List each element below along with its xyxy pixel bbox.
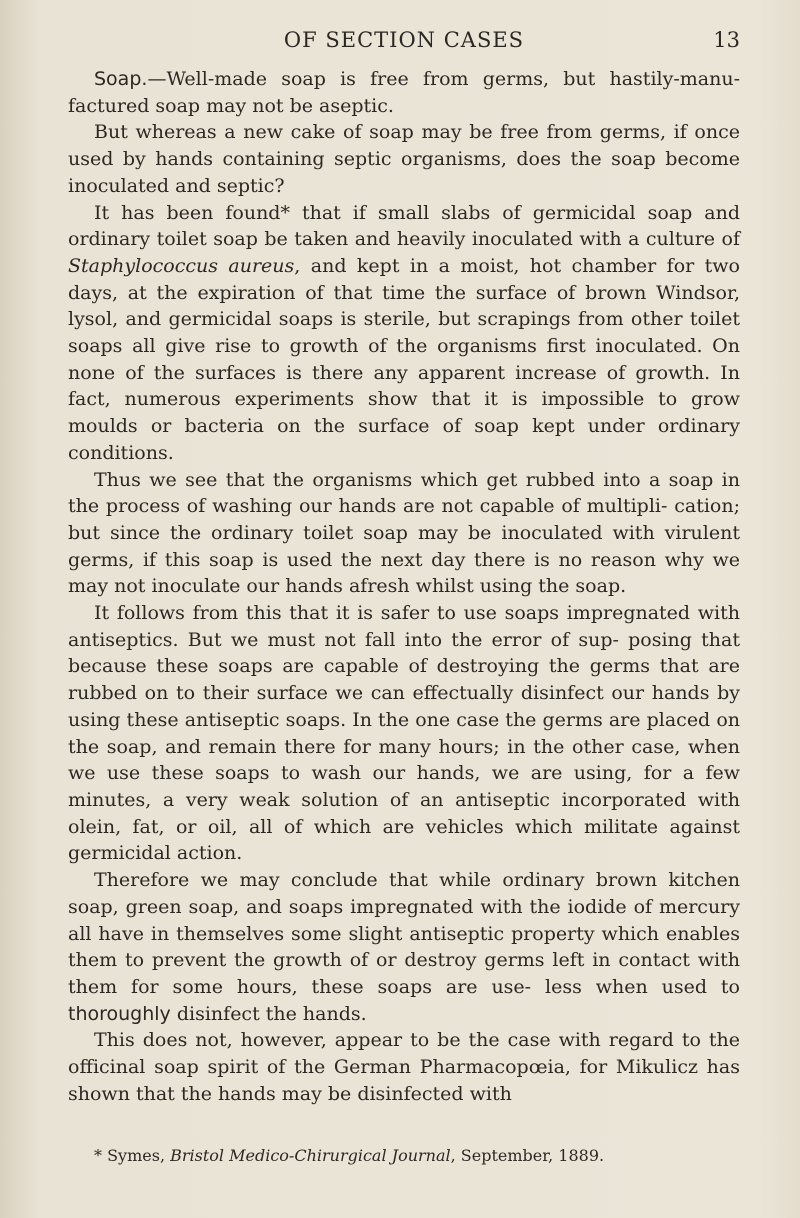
- paragraph-soap-spirit: [68, 1027, 740, 1107]
- paragraph-antiseptics: [68, 600, 740, 867]
- footnote-date: , September, 1889.: [450, 1146, 605, 1165]
- page-header: [68, 22, 740, 62]
- paragraph-text: This does not, however, appear to be the case with regard to the officinal soap spirit of the German Pharmacopœia, for Mikulicz has shown that the hands may be disinfected with: [68, 1029, 740, 1105]
- paragraph-soap: [68, 66, 740, 119]
- paragraph-new-cake: [68, 119, 740, 199]
- footnote-journal: Bristol Medico-Chirurgical Journal: [170, 1146, 451, 1165]
- paragraph-text: Therefore we may conclude that while ordinary brown kitchen soap, green soap, and soaps impregnated with the iodide of mercury all have in themselves some slight antiseptic property which enables them to prevent the growth of or destroy germs left in contact with them for some hours, these soaps are use- less when used to: [68, 869, 740, 998]
- footnote: [68, 1146, 740, 1165]
- paragraph-text: It has been found* that if small slabs of germicidal soap and ordinary toilet soap be taken and heavily inoculated with a culture of: [68, 201, 740, 251]
- running-title: OF SECTION CASES: [283, 28, 525, 52]
- paragraph-experiment: [68, 200, 740, 467]
- paragraph-organisms: [68, 467, 740, 601]
- page-number: 13: [713, 28, 740, 52]
- paragraph-conclusion: [68, 867, 740, 1027]
- paragraph-text: disinfect the hands.: [170, 1002, 367, 1025]
- footnote-marker: * Symes,: [94, 1146, 171, 1165]
- emphasis-thoroughly: thoroughly: [68, 1002, 171, 1025]
- paragraph-text: , and kept in a moist, hot chamber for two days, at the expiration of that time the surface of brown Windsor, lysol, and germicidal soaps is sterile, but scrapings from other toilet soaps all give rise to growth of the organisms first inoculated. On none of the surfaces is there any apparent increase of growth. In fact, numerous experiments show that it is impossible to grow moulds or bacteria on the surface of soap kept under ordinary conditions.: [68, 254, 740, 464]
- paragraph-text: It follows from this that it is safer to use soaps impregnated with antiseptics. But we must not fall into the error of sup- posing that because these soaps are capable of destroying the germs that are rubbed on to their surface we can effectually disinfect our hands by using these antiseptic soaps. In the one case the germs are placed on the soap, and remain there for many hours; in the other case, when we use these soaps to wash our hands, we are using, for a few minutes, a very weak solution of an antiseptic incorporated with olein, fat, or oil, all of which are vehicles which militate against germicidal action.: [68, 602, 740, 865]
- paragraph-text: —Well-made soap is free from germs, but hastily-manu- factured soap may not be aseptic.: [68, 68, 740, 117]
- paragraph-text: But whereas a new cake of soap may be free from germs, if once used by hands containing septic organisms, does the soap become inoculated and septic?: [68, 121, 740, 197]
- italic-organism: Staphylococcus aureus: [68, 254, 295, 277]
- lead-word: Soap.: [94, 68, 148, 90]
- paragraph-text: Thus we see that the organisms which get rubbed into a soap in the process of washing our hands are not capable of multipli- cation; but since the ordinary toilet soap may be inoculated with virulent germs, if this soap is used the next day there is no reason why we may not inoculate our hands afresh whilst using the soap.: [68, 468, 740, 598]
- body-text: [68, 66, 740, 1107]
